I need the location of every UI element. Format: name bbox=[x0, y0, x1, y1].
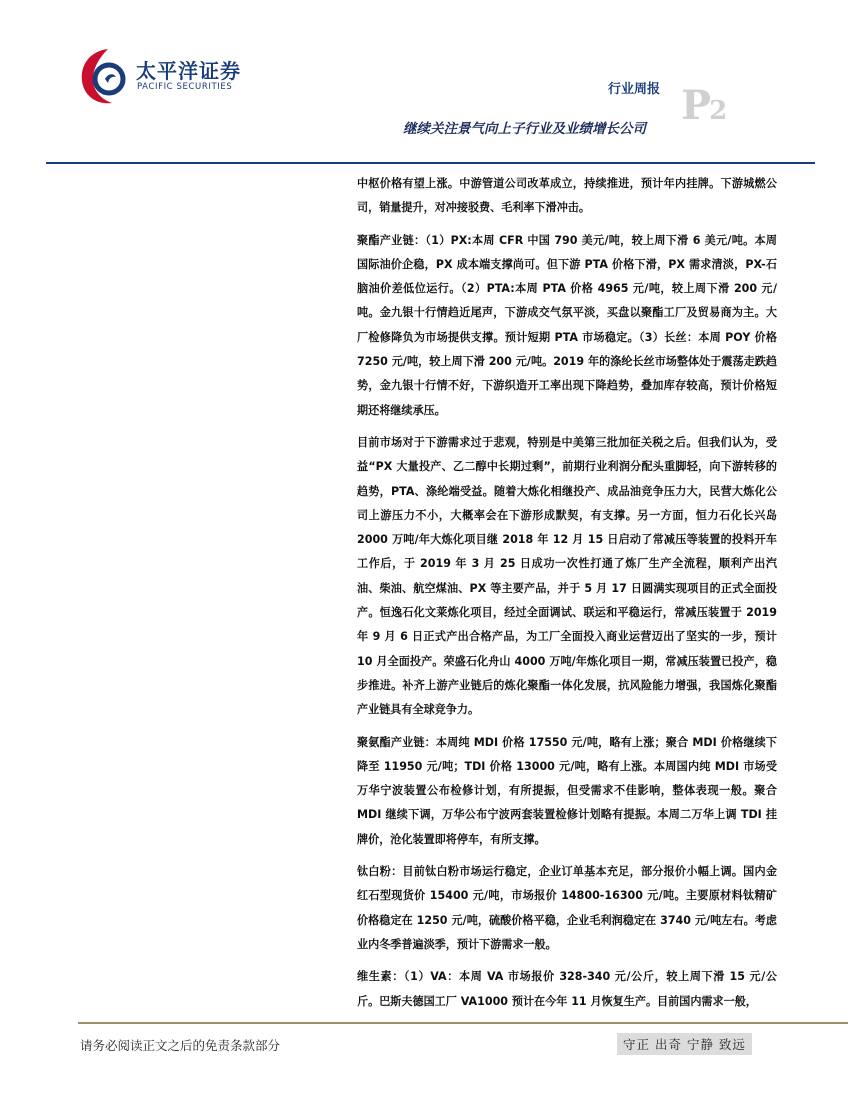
page-number bbox=[681, 82, 725, 129]
paragraph-vitamins: 维生素：（1）VA：本周 VA 市场报价 328-340 元/公斤，较上周下滑 15 元/公斤。巴斯夫德国工厂 VA1000 预计在今年 11 月恢复生产。目前国内需求一般， bbox=[357, 970, 777, 1008]
page-number-value: 2 bbox=[709, 96, 726, 126]
company-logo bbox=[78, 45, 278, 117]
pacific-logo-icon bbox=[78, 45, 130, 107]
report-title: 继续关注景气向上子行业及业绩增长公司 bbox=[403, 121, 646, 137]
disclaimer-notice: 请务必阅读正文之后的免责条款部分 bbox=[80, 1038, 281, 1053]
paragraph-polyester-chain: 聚酯产业链：（1）PX:本周 CFR 中国 790 美元/吨，较上周下滑 6 美元/吨。本周国际油价企稳，PX 成本端支撑尚可。但下游 PTA 价格下滑，PX 需求清淡，PX-石脑油价差低位运行。（2）PTA:本周 PTA 价格 4965 元/吨，较上周下滑 200 元/吨。金九银十行情趋近尾声，下游成交气氛平淡，买盘以聚酯工厂及贸易商为主。大厂检修降负为市场提供支撑。预计短期 PTA 市场稳定。（3）长丝：本周 POY 价格 7250 元/吨，较上周下滑 200 元/吨。2019 年的涤纶长丝市场整体处于震荡走跌趋势，金九银十行情不好，下游织造开工率出现下降趋势，叠加库存较高，预计价格短期还将继续承压。 bbox=[357, 233, 777, 417]
paragraph-polyurethane-chain: 聚氨酯产业链：本周纯 MDI 价格 17550 元/吨，略有上涨；聚合 MDI 价格继续下降至 11950 元/吨；TDI 价格 13000 元/吨，略有上涨。本周国内纯 MDI 市场受万华宁波装置公布检修计划，有所提振，但受需求不佳影响，整体表现一般。聚合 MDI 继续下调，万华公布宁波两套装置检修计划略有提振。本周二万华上调 TDI 挂牌价，沧化装置即将停车，有所支撑。 bbox=[357, 735, 777, 846]
report-type: 行业周报 bbox=[608, 82, 661, 97]
footer-divider bbox=[78, 1022, 848, 1024]
body-content bbox=[357, 172, 777, 1014]
header-divider bbox=[46, 162, 815, 164]
page-prefix: P bbox=[681, 82, 710, 129]
paragraph-natural-gas: 中枢价格有望上涨。中游管道公司改革成立，持续推进，预计年内挂牌。下游城燃公司，销量提升，对冲接驳费、毛利率下滑冲击。 bbox=[357, 177, 777, 215]
paragraph-titanium-dioxide: 钛白粉：目前钛白粉市场运行稳定，企业订单基本充足，部分报价小幅上调。国内金红石型现货价 15400 元/吨，市场报价 14800-16300 元/吨。主要原材料钛精矿价格稳定在 1250 元/吨，硫酸价格平稳，企业毛利润稳定在 3740 元/吨左右。考虑业内冬季普遍淡季，预计下游需求一般。 bbox=[357, 865, 777, 951]
logo-english-name: PACIFIC SECURITIES bbox=[137, 82, 233, 92]
paragraph-refining-outlook: 目前市场对于下游需求过于悲观，特别是中美第三批加征关税之后。但我们认为，受益“PX 大量投产、乙二醇中长期过剩”，前期行业利润分配头重脚轻，向下游转移的趋势，PTA、涤纶端受益。随着大炼化相继投产、成品油竞争压力大，民营大炼化公司上游压力不小，大概率会在下游形成默契，有支撑。另一方面，恒力石化长兴岛 2000 万吨/年大炼化项目继 2018 年 12 月 15 日启动了常减压等装置的投料开车工作后，于 2019 年 3 月 25 日成功一次性打通了炼厂生产全流程，顺利产出汽油、柴油、航空煤油、PX 等主要产品，并于 5 月 17 日圆满实现项目的正式全面投产。恒逸石化文莱炼化项目，经过全面调试、联运和平稳运行，常减压装置于 2019 年 9 月 6 日正式产出合格产品，为工厂全面投入商业运营迈出了坚实的一步，预计 10 月全面投产。荣盛石化舟山 4000 万吨/年炼化项目一期，常减压装置已投产，稳步推进。补齐上游产业链后的炼化聚酯一体化发展，抗风险能力增强，我国炼化聚酯产业链具有全球竞争力。 bbox=[357, 435, 777, 717]
logo-chinese-name: 太平洋证券 bbox=[136, 59, 241, 83]
company-motto: 守正 出奇 宁静 致远 bbox=[617, 1033, 752, 1055]
